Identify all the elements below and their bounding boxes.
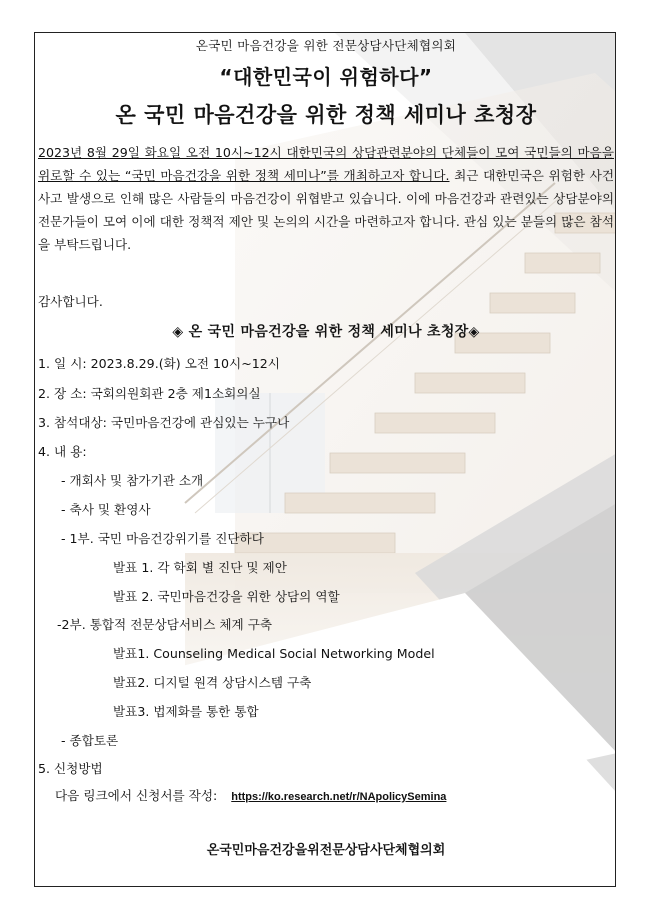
detail-target: 3. 참석대상: 국민마음건강에 관심있는 누구나 [38, 415, 290, 430]
program-item-welcome: - 축사 및 환영사 [61, 502, 151, 517]
apply-link[interactable]: https://ko.research.net/r/NApolicySemina [231, 791, 447, 803]
organization-header: 온국민 마음건강을 위한 전문상담사단체협의회 [195, 38, 457, 53]
intro-paragraph [38, 141, 614, 256]
program-item-opening: - 개회사 및 참가기관 소개 [61, 473, 204, 488]
program-part1-talk2: 발표 2. 국민마음건강을 위한 상담의 역할 [113, 589, 340, 604]
page-title: 온 국민 마음건강을 위한 정책 세미나 초청장 [115, 103, 537, 127]
detail-place: 2. 장 소: 국회의원회관 2층 제1소회의실 [38, 386, 261, 401]
section-title: ◈ 온 국민 마음건강을 위한 정책 세미나 초청장◈ [172, 324, 480, 340]
program-part2: -2부. 통합적 전문상담서비스 체계 구축 [57, 617, 273, 632]
footer-organization: 온국민마음건강을위전문상담사단체협의회 [206, 843, 446, 858]
program-part2-talk1: 발표1. Counseling Medical Social Networking Model [113, 646, 435, 661]
program-item-discussion: - 종합토론 [61, 733, 119, 748]
program-part2-talk3: 발표3. 법제화를 통한 통합 [113, 704, 259, 719]
invitation-frame [34, 32, 616, 887]
apply-line [55, 785, 446, 804]
program-part2-talk2: 발표2. 디지털 원격 상담시스템 구축 [113, 675, 312, 690]
apply-text: 다음 링크에서 신청서를 작성: [55, 788, 222, 803]
program-part1: - 1부. 국민 마음건강위기를 진단하다 [61, 531, 264, 546]
thanks-text: 감사합니다. [38, 294, 103, 309]
detail-date: 1. 일 시: 2023.8.29.(화) 오전 10시~12시 [38, 356, 280, 371]
intro-text: 최근 대한민국은 위험한 사건 사고 발생으로 인해 많은 사람들의 마음건강이 위협받고 있습니다. 이에 마음건강과 관련있는 상담분야의 전문가들이 모여 이에 대한 정책적 제안 및 논의의 시간을 마련하고자 합니다. 관심 있는 분들의 많은 참석을 부탁드립니다. [38, 168, 614, 252]
detail-content-label: 4. 내 용: [38, 444, 87, 459]
headline: “대한민국이 위험하다” [219, 65, 433, 89]
intro-underlined-text: 2023년 8월 29일 화요일 오전 10시~12시 대한민국의 상담관련분야의 단체들이 모여 국민들의 마음을 위로할 수 있는 “국민 마음건강을 위한 정책 세미나”를 개최하고자 합니다. [38, 145, 614, 183]
apply-label: 5. 신청방법 [38, 761, 103, 776]
program-part1-talk1: 발표 1. 각 학회 별 진단 및 제안 [113, 560, 287, 575]
